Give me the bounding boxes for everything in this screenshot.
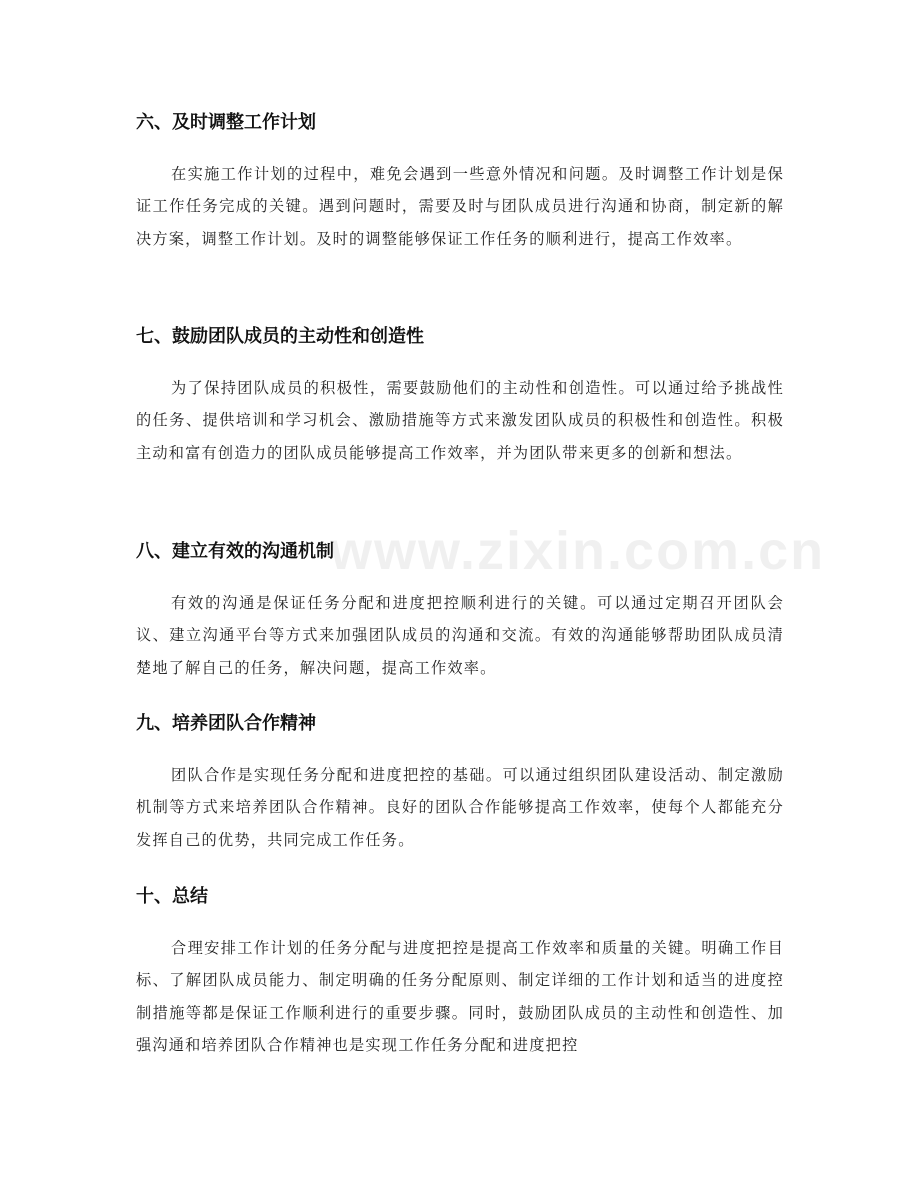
- section-encourage-initiative: [136, 320, 784, 535]
- section-heading: 六、及时调整工作计划: [136, 112, 316, 133]
- section-paragraph: 合理安排工作计划的任务分配与进度把控是提高工作效率和质量的关键。明确工作目标、了解团队成员能力、制定明确的任务分配原则、制定详细的工作计划和适当的进度控制措施等都是保证工作顺利进行的重要步骤。同时，鼓励团队成员的主动性和创造性、加强沟通和培养团队合作精神也是实现工作任务分配和进度把控: [136, 939, 784, 1055]
- section-heading: 九、培养团队合作精神: [136, 713, 316, 734]
- section-paragraph: 为了保持团队成员的积极性，需要鼓励他们的主动性和创造性。可以通过给予挑战性的任务、提供培训和学习机会、激励措施等方式来激发团队成员的积极性和创造性。积极主动和富有创造力的团队成员能够提高工作效率，并为团队带来更多的创新和想法。: [136, 379, 784, 462]
- watermark: www.zixin.com.cn: [330, 521, 826, 581]
- section-heading: 七、鼓励团队成员的主动性和创造性: [136, 326, 424, 347]
- section-adjust-plan: [136, 106, 784, 320]
- section-paragraph: 在实施工作计划的过程中，难免会遇到一些意外情况和问题。及时调整工作计划是保证工作任务完成的关键。遇到问题时，需要及时与团队成员进行沟通和协商，制定新的解决方案，调整工作计划。及时的调整能够保证工作任务的顺利进行，提高工作效率。: [136, 165, 784, 248]
- section-communication: [136, 535, 784, 707]
- section-teamwork: [136, 707, 784, 880]
- section-heading: 八、建立有效的沟通机制: [136, 541, 334, 562]
- section-paragraph: 团队合作是实现任务分配和进度把控的基础。可以通过组织团队建设活动、制定激励机制等方式来培养团队合作精神。良好的团队合作能够提高工作效率，使每个人都能充分发挥自己的优势，共同完成工作任务。: [136, 766, 784, 849]
- section-summary: [136, 880, 784, 1100]
- document-content: [136, 106, 826, 1100]
- section-heading: 十、总结: [136, 886, 208, 907]
- section-paragraph: 有效的沟通是保证任务分配和进度把控顺利进行的关键。可以通过定期召开团队会议、建立沟通平台等方式来加强团队成员的沟通和交流。有效的沟通能够帮助团队成员清楚地了解自己的任务，解决问题，提高工作效率。: [136, 594, 784, 677]
